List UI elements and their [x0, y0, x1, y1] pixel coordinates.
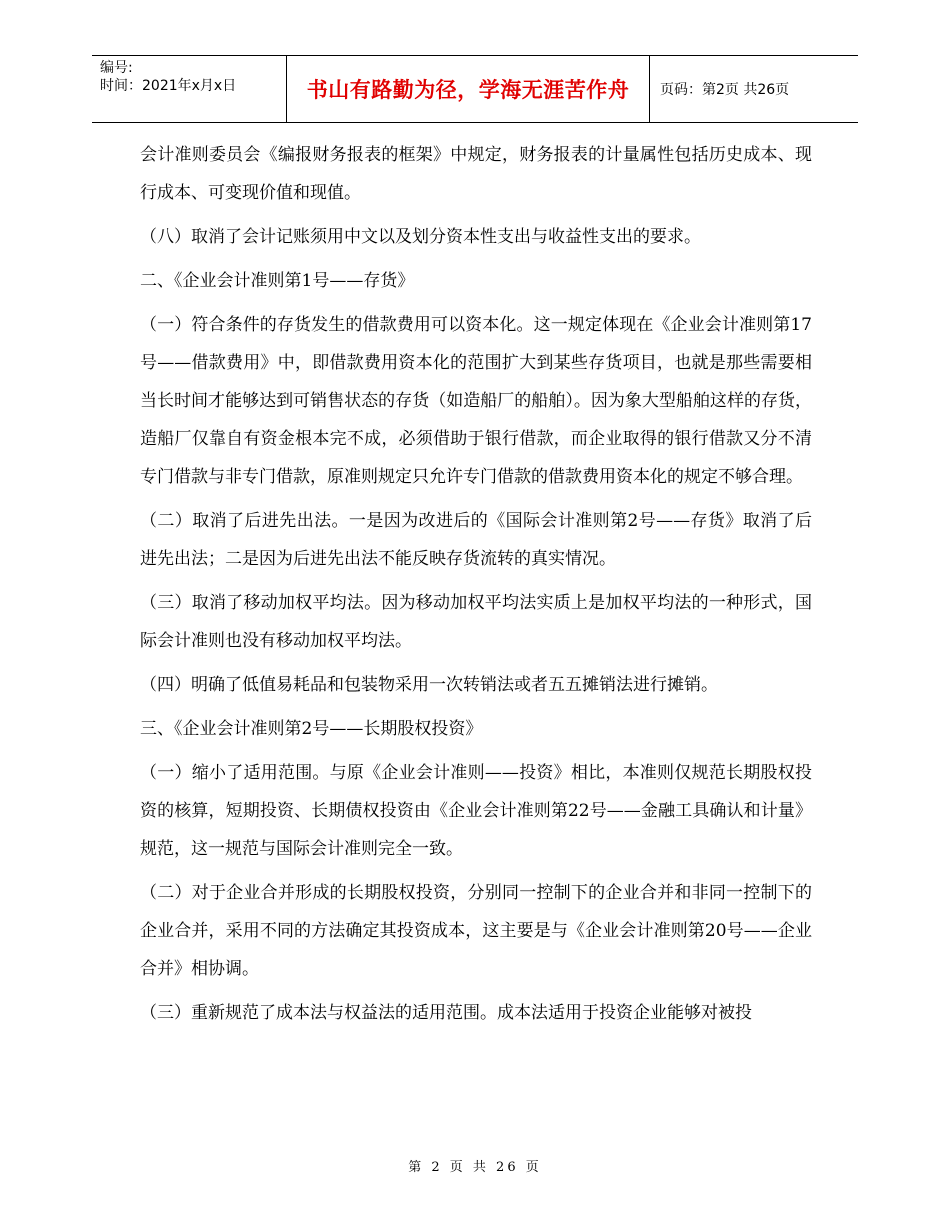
document-time-label: 时间：2021年x月x日	[100, 78, 237, 94]
paragraph: （四）明确了低值易耗品和包装物采用一次转销法或者五五摊销法进行摊销。	[140, 675, 718, 695]
paragraph: （一）符合条件的存货发生的借款费用可以资本化。这一规定体现在《企业会计准则第17号——借款费用》中，即借款费用资本化的范围扩大到某些存货项目，也就是那些需要相当长时间才能够达到可销售状态的存货（如造船厂的船舶）。因为象大型船舶这样的存货，造船厂仅靠自有资金根本完不成，必须借助于银行借款，而企业取得的银行借款又分不清专门借款与非专门借款，原准则规定只允许专门借款的借款费用资本化的规定不够合理。	[140, 315, 812, 487]
document-body	[140, 136, 812, 1032]
paragraph: （二）对于企业合并形成的长期股权投资，分别同一控制下的企业合并和非同一控制下的企业合并，采用不同的方法确定其投资成本，这主要是与《企业会计准则第20号——企业合并》相协调。	[140, 883, 812, 979]
paragraph: （一）缩小了适用范围。与原《企业会计准则——投资》相比，本准则仅规范长期股权投资的核算，短期投资、长期债权投资由《企业会计准则第22号——金融工具确认和计量》规范，这一规范与国际会计准则完全一致。	[140, 763, 812, 859]
section-heading: 二、《企业会计准则第1号——存货》	[140, 271, 415, 291]
paragraph: （三）重新规范了成本法与权益法的适用范围。成本法适用于投资企业能够对被投	[140, 1003, 752, 1023]
paragraph: 会计准则委员会《编报财务报表的框架》中规定，财务报表的计量属性包括历史成本、现行成本、可变现价值和现值。	[140, 145, 812, 203]
page-footer: 第 2 页 共 26 页	[408, 1160, 542, 1175]
paragraph: （二）取消了后进先出法。一是因为改进后的《国际会计准则第2号——存货》取消了后进先出法；二是因为后进先出法不能反映存货流转的真实情况。	[140, 511, 812, 569]
document-number-label: 编号:	[100, 60, 133, 76]
paragraph: （三）取消了移动加权平均法。因为移动加权平均法实质上是加权平均法的一种形式，国际会计准则也没有移动加权平均法。	[140, 593, 812, 651]
header-motto: 书山有路勤为径，学海无涯苦作舟	[306, 77, 630, 102]
section-heading: 三、《企业会计准则第2号——长期股权投资》	[140, 719, 483, 739]
header-meta	[100, 56, 286, 122]
paragraph: （八）取消了会计记账须用中文以及划分资本性支出与收益性支出的要求。	[140, 227, 701, 247]
page-header	[92, 55, 858, 123]
header-page-info: 页码：第2页 共26页	[660, 82, 790, 98]
